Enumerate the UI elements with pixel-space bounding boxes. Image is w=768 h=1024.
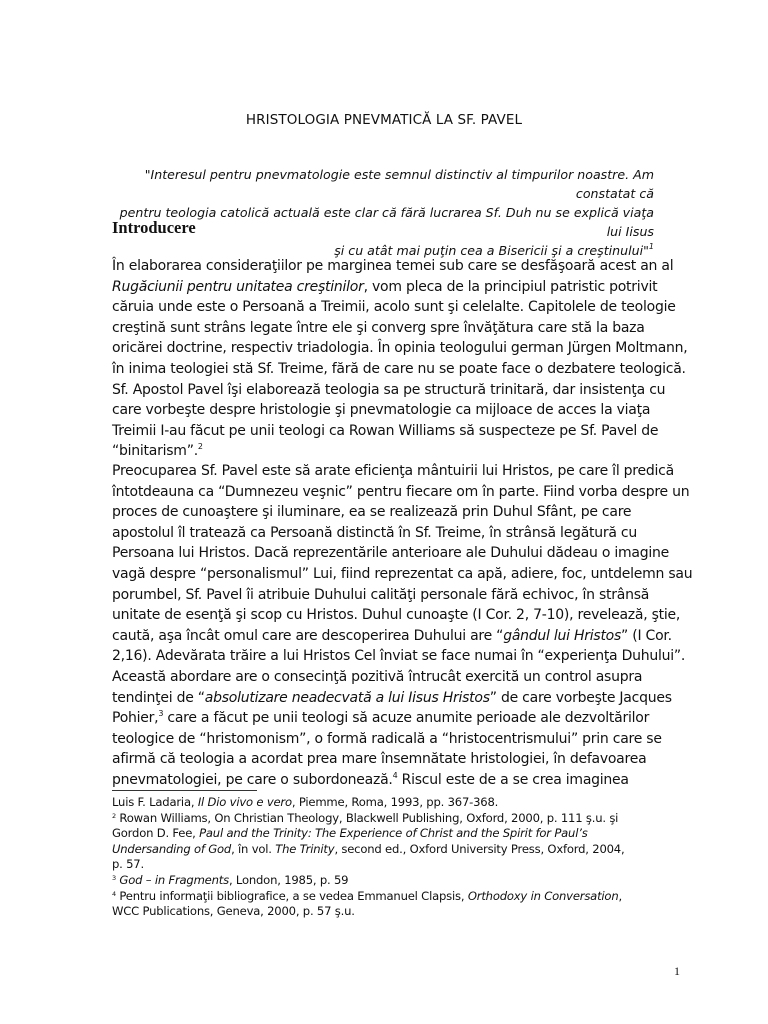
body-paragraph: Preocuparea Sf. Pavel este să arate eficienţa mântuirii lui Hristos, pe care îl predică întotdeauna ca “Dumnezeu veşnic” pentru fiecare om în parte. Fiind vorba despre un proces de cunoaştere şi iluminare, ea se realizează prin Duhul Sfânt, pe care apostolul îl tratează ca Persoană distinctă în Sf. Treime, în strânsă legătură cu Persoana lui Hristos. Dacă reprezentările anterioare ale Duhului dădeau o imagine vagă despre “personalismul” Lui, fiind reprezentat ca apă, adiere, foc, untdelemn sau porumbel, Sf. Pavel îi atribuie Duhului calităţi personale fără echivoc, în strânsă unitate de esenţă şi scop cu Hristos. Duhul cunoaşte (I Cor. 2, 7-10), revelează, ştie, caută, aşa încât omul care are descoperirea Duhului are “gândul lui Hristos” (I Cor. 2,16). Adevărata trăire a lui Hristos Cel înviat se face numai în “experienţa Duhului”. Această abordare are o consecinţă pozitivă întrucât exercită un control asupra tendinţei de “absolutizare neadecvată a lui Iisus Hristos” de care vorbeşte Jacques Pohier,$^3$ care a făcut pe unii teologi să acuze anumite perioade ale dezvoltărilor teologice de “hristomonism”, o formă radicală a “hristocentrismului” prin care se afirmă că teologia a acordat prea mare însemnătate hristologiei, în defavoarea pnevmatologiei, pe care o subordonează.$^4$ Riscul este de a se crea imaginea bbox=[112, 463, 693, 788]
footnote-2: $^2$ Rowan Williams, On Christian Theology, Blackwell Publishing, Oxford, 2000, p. 111 ş.u. şi bbox=[112, 810, 619, 825]
footnotes: Luis F. Ladaria, Il Dio vivo e vero, Piemme, Roma, 1993, pp. 367-368. $^2$ Rowan Williams, On Christian Theology, Blackwell Publishing, Oxford, 2000, p. 111 ş.u. şi Gordon D. Fee, Paul and the Trinity: The Experience of Christ and the Spirit for Paul’s Undersanding of God, în vol. The Trinity, second ed., Oxford University Press, Oxford, 2004, p. 57. $^3$ God – in Fragments, London, 1985, p. 59 $^4$ Pentru informaţii bibliografice, a se vedea Emmanuel Clapsis, Orthodoxy in Conversation, WCC Publications, Geneva, 2000, p. 57 ş.u. bbox=[112, 795, 658, 920]
epigraph-line: şi cu atât mai puţin cea a Bisericii şi a creştinului"$^1$ bbox=[334, 242, 654, 258]
page-number: 1 bbox=[674, 964, 680, 978]
epigraph-quote bbox=[112, 165, 654, 260]
section-heading: Introducere bbox=[112, 218, 196, 237]
footnote-ref[interactable]: 2 bbox=[197, 442, 203, 452]
document-title: HRISTOLOGIA PNEVMATICĂ LA SF. PAVEL bbox=[245, 112, 523, 128]
footnote-3: $^3$ God – in Fragments, London, 1985, p. 59 bbox=[112, 872, 349, 887]
epigraph-line: pentru teologia catolică actuală este clar că fără lucrarea Sf. Duh nu se explică viaţa lui Iisus bbox=[119, 205, 654, 239]
body-paragraph: În elaborarea consideraţiilor pe marginea temei sub care se desfăşoară acest an al Rugăciunii pentru unitatea creştinilor, vom pleca de la principiul patristic potrivit căruia unde este o Persoană a Treimii, acolo sunt şi celelalte. Capitolele de teologie creştină sunt strâns legate între ele şi converg spre învăţătura care stă la baza oricărei doctrine, respectiv triadologia. În opinia teologului german Jürgen Moltmann, în inima teologiei stă Sf. Treime, fără de care nu se poate face o dezbatere teologică. Sf. Apostol Pavel îşi elaborează teologia sa pe structură trinitară, dar insistenţa cu care vorbeşte despre hristologie şi pnevmatologie ca mijloace de acces la viaţa Treimii I-au făcut pe unii teologi ca Rowan Williams să suspecteze pe Sf. Pavel de “binitarism”.$^2$ bbox=[112, 258, 688, 460]
footnote-4: $^4$ Pentru informaţii bibliografice, a se vedea Emmanuel Clapsis, Orthodoxy in Conversation, bbox=[112, 888, 622, 903]
footnote-separator bbox=[112, 790, 257, 791]
footnote-ref[interactable]: 3 bbox=[158, 709, 164, 719]
footnote-ref[interactable]: 1 bbox=[648, 242, 654, 251]
footnote-ref[interactable]: 4 bbox=[392, 770, 398, 780]
epigraph-line: "Interesul pentru pnevmatologie este semnul distinctiv al timpurilor noastre. Am constatat că bbox=[144, 167, 654, 201]
footnote-1: Luis F. Ladaria, Il Dio vivo e vero, Piemme, Roma, 1993, pp. 367-368. bbox=[112, 795, 499, 809]
